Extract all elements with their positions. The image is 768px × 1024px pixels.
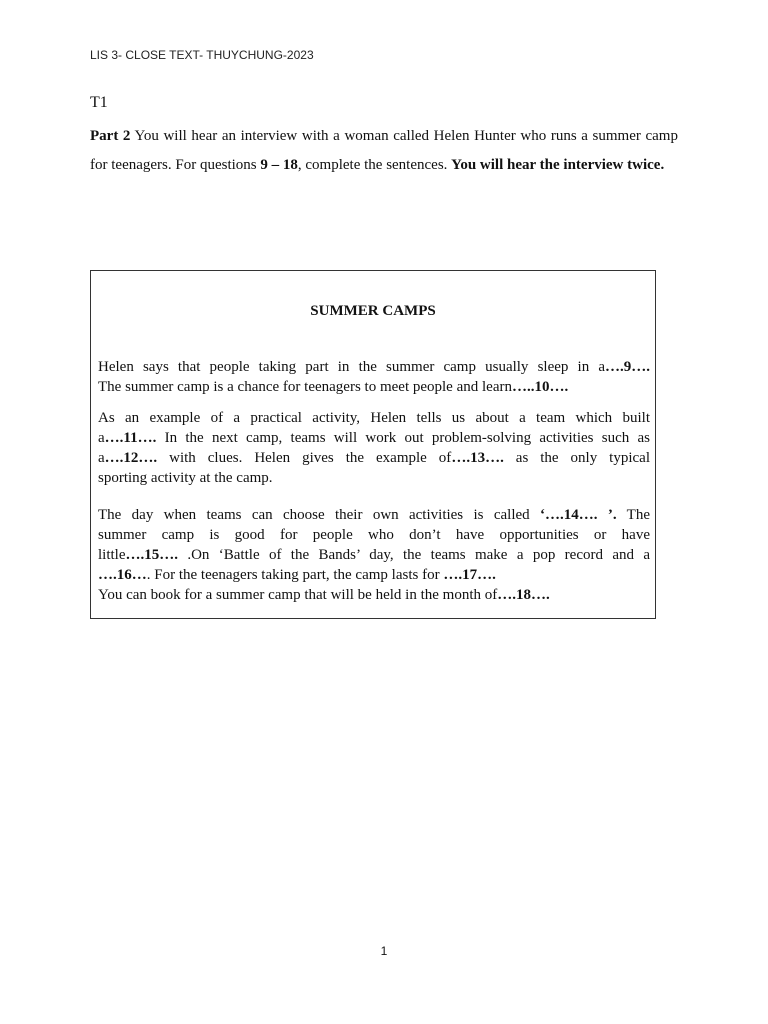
p3-line-4 [98, 565, 650, 585]
p1-text: The summer camp is a chance for teenagers to meet people and learn [98, 379, 512, 395]
p2-line-2 [98, 428, 650, 448]
p2-text: a [98, 430, 105, 446]
p3-line-5 [98, 585, 650, 605]
box-title: SUMMER CAMPS [310, 303, 436, 319]
p2-text: with clues. Helen gives the example of [157, 450, 452, 466]
p3-text: little [98, 547, 126, 563]
gap-9: ….9…. [605, 359, 650, 375]
p2-line-3 [98, 448, 650, 468]
p2-text: as the only typical [503, 450, 650, 466]
paragraph-1 [98, 357, 650, 397]
page-number: 1 [380, 944, 388, 958]
p3-line-3 [98, 545, 650, 565]
gap-11: ….11…. [104, 430, 157, 446]
gap-10: …..10…. [511, 379, 569, 395]
gap-13: ….13…. [451, 450, 504, 466]
intro-paragraph [90, 122, 678, 180]
intro-text-1: You will hear an interview with a woman called Helen Hunter who runs a summer camp for teenagers. For questions [90, 128, 678, 173]
p1-line-1 [98, 357, 650, 377]
paragraph-2 [98, 408, 650, 488]
gap-15: ….15…. [125, 547, 178, 563]
question-range: 9 – 18 [260, 157, 298, 173]
gap-18: ….18…. [497, 587, 550, 603]
section-label: T1 [90, 94, 108, 111]
gap-12: ….12…. [104, 450, 158, 466]
summer-camps-box [90, 270, 656, 619]
p1-text: Helen says that people taking part in the summer camp usually sleep in a [98, 359, 605, 375]
p3-line-2: summer camp is good for people who don’t have opportunities or have [98, 527, 650, 543]
intro-text-2: , complete the sentences. [297, 157, 452, 173]
p2-text: In the next camp, teams will work out problem-solving activities such as [156, 430, 650, 446]
p2-line-4: sporting activity at the camp. [98, 470, 273, 486]
instruction-text: You will hear the interview twice. [451, 157, 665, 173]
p3-text: .On ‘Battle of the Bands’ day, the teams make a pop record and a [178, 547, 650, 563]
p2-text: a [98, 450, 105, 466]
p3-text: The day when teams can choose their own activities is called [98, 507, 540, 523]
paragraph-3 [98, 505, 650, 605]
gap-16: ….16… [98, 567, 147, 583]
p3-text: The [616, 507, 650, 523]
document-header: LIS 3- CLOSE TEXT- THUYCHUNG-2023 [90, 48, 314, 62]
p3-line-1 [98, 505, 650, 525]
p3-text: You can book for a summer camp that will be held in the month of [98, 587, 498, 603]
gap-14: ‘….14…. ’. [540, 507, 617, 523]
p2-line-1: As an example of a practical activity, Helen tells us about a team which built [98, 410, 650, 426]
p1-line-2 [98, 377, 650, 397]
gap-17: ….17…. [443, 567, 496, 583]
p3-text: . For the teenagers taking part, the camp lasts for [146, 567, 444, 583]
part-label: Part 2 [90, 128, 131, 144]
